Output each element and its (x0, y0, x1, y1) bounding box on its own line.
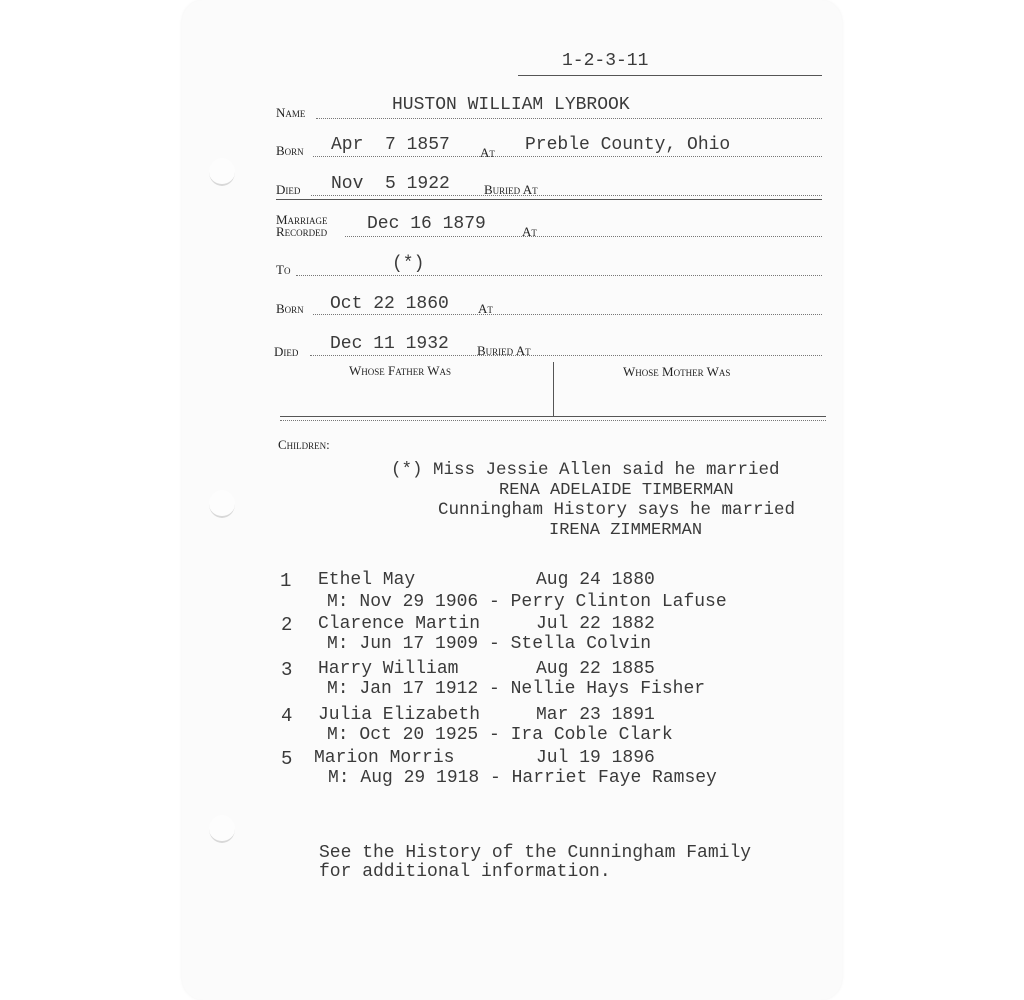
spouse-born-line (313, 314, 822, 315)
card-number-rule (518, 75, 822, 76)
child-1-birth: Aug 24 1880 (536, 570, 655, 590)
parents-divider (553, 362, 554, 416)
binder-hole-bottom (209, 815, 235, 843)
spouse-died-line (310, 355, 822, 356)
child-4-number: 4 (281, 705, 293, 727)
note-line-2: RENA ADELAIDE TIMBERMAN (499, 481, 734, 500)
child-3-marriage: M: Jan 17 1912 - Nellie Hays Fisher (327, 679, 706, 699)
born-label: Born (276, 143, 304, 158)
died-line (311, 195, 822, 196)
whose-father-was-label: Whose Father Was (349, 363, 452, 378)
born-date: Apr 7 1857 (331, 135, 450, 155)
child-3-name: Harry William (318, 659, 459, 679)
spouse-died-label: Died (274, 344, 299, 359)
child-1-number: 1 (280, 570, 292, 592)
marriage-label: Marriage (276, 212, 328, 227)
note-line-3: Cunningham History says he married (438, 500, 796, 520)
died-label: Died (276, 182, 301, 197)
born-place: Preble County, Ohio (525, 135, 731, 155)
parents-bottom-rule (280, 416, 826, 417)
binder-hole-top (209, 158, 235, 186)
child-4-name: Julia Elizabeth (318, 705, 481, 725)
marriage-line (345, 236, 822, 237)
spouse-died-date: Dec 11 1932 (330, 334, 449, 354)
child-5-birth: Jul 19 1896 (536, 748, 655, 768)
to-label: To (276, 262, 291, 277)
child-3-birth: Aug 22 1885 (536, 659, 655, 679)
child-1-name: Ethel May (318, 570, 416, 590)
child-5-marriage: M: Aug 29 1918 - Harriet Faye Ramsey (328, 768, 717, 788)
footer-line-1: See the History of the Cunningham Family (319, 843, 752, 863)
spouse-value: (*) (392, 254, 425, 274)
footer-line-2: for additional information. (319, 862, 611, 882)
child-5-number: 5 (281, 748, 293, 770)
born-at-label: At (480, 145, 495, 160)
child-1-marriage: M: Nov 29 1906 - Perry Clinton Lafuse (327, 592, 727, 612)
name-label: Name (276, 105, 306, 120)
marriage-date: Dec 16 1879 (367, 214, 486, 234)
spouse-died-buried-at-label: Buried At (477, 343, 531, 358)
marriage-at-label: At (522, 224, 537, 239)
note-line-1: (*) Miss Jessie Allen said he married (391, 460, 780, 480)
child-2-marriage: M: Jun 17 1909 - Stella Colvin (327, 634, 652, 654)
child-4-marriage: M: Oct 20 1925 - Ira Coble Clark (327, 725, 673, 745)
child-2-name: Clarence Martin (318, 614, 481, 634)
children-label: Children: (278, 437, 330, 452)
note-line-4: IRENA ZIMMERMAN (549, 521, 703, 540)
recorded-label: Recorded (276, 224, 328, 239)
whose-mother-was-label: Whose Mother Was (623, 364, 731, 379)
child-2-birth: Jul 22 1882 (536, 614, 655, 634)
child-2-number: 2 (281, 614, 293, 636)
died-date: Nov 5 1922 (331, 174, 450, 194)
died-underline (276, 199, 822, 200)
parents-bottom-dots (280, 420, 826, 421)
binder-hole-middle (209, 490, 235, 518)
born-line (313, 156, 822, 157)
child-4-birth: Mar 23 1891 (536, 705, 655, 725)
name-value: HUSTON WILLIAM LYBROOK (392, 95, 630, 115)
spouse-born-at-label: At (478, 301, 493, 316)
died-buried-at-label: Buried At (484, 182, 538, 197)
child-3-number: 3 (281, 659, 293, 681)
to-line (296, 275, 822, 276)
spouse-born-label: Born (276, 301, 304, 316)
name-line (316, 118, 822, 119)
spouse-born-date: Oct 22 1860 (330, 294, 449, 314)
child-5-name: Marion Morris (314, 748, 455, 768)
card-number: 1-2-3-11 (562, 51, 649, 71)
